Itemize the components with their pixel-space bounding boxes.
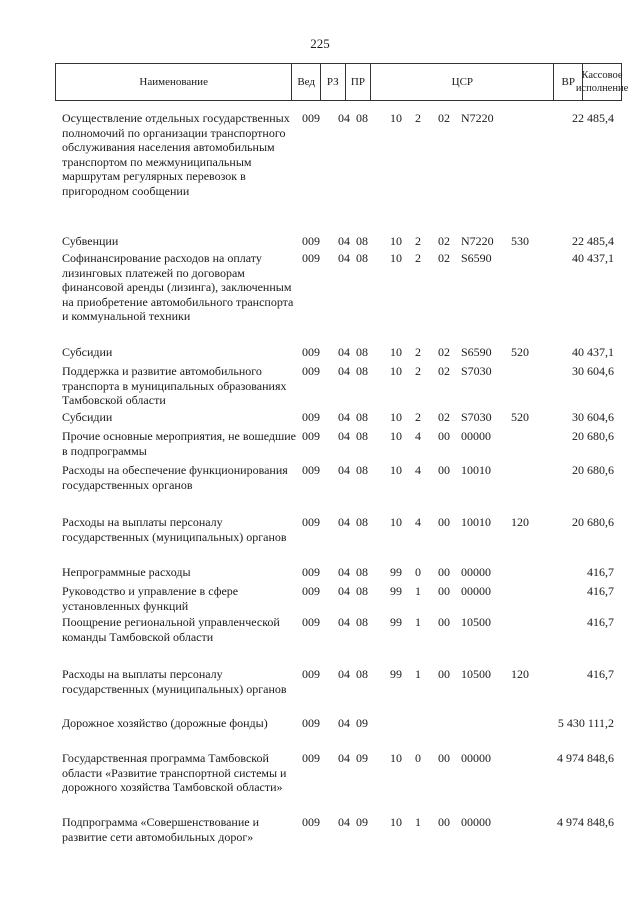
row-ved: 009 (302, 410, 320, 424)
row-sum: 416,7 (587, 584, 614, 598)
row-csr-program: 99 (390, 584, 402, 598)
row-ved: 009 (302, 615, 320, 629)
row-sum: 20 680,6 (572, 515, 614, 529)
row-csr-direction: 00000 (461, 584, 491, 598)
row-ved: 009 (302, 751, 320, 765)
row-csr-program: 10 (390, 345, 402, 359)
row-ved: 009 (302, 364, 320, 378)
row-pr: 09 (356, 751, 368, 765)
row-pr: 08 (356, 410, 368, 424)
header-sum: Кассовое исполнение (575, 70, 629, 94)
row-csr-program: 10 (390, 815, 402, 829)
row-csr-program: 10 (390, 515, 402, 529)
row-ved: 009 (302, 515, 320, 529)
row-name: Дорожное хозяйство (дорожные фонды) (62, 716, 268, 730)
header-rz: РЗ (321, 64, 346, 100)
row-csr-event: 00 (438, 615, 450, 629)
row-csr-direction: 10010 (461, 515, 491, 529)
row-ved: 009 (302, 251, 320, 265)
row-csr-event: 00 (438, 463, 450, 477)
row-csr-direction: 00000 (461, 751, 491, 765)
header-vr: ВР (554, 64, 583, 100)
row-rz: 04 (338, 615, 350, 629)
row-pr: 08 (356, 515, 368, 529)
row-csr-direction: N7220 (461, 111, 494, 125)
row-csr-subprogram: 4 (415, 463, 421, 477)
row-pr: 09 (356, 716, 368, 730)
row-rz: 04 (338, 364, 350, 378)
row-csr-event: 00 (438, 515, 450, 529)
row-csr-direction: 00000 (461, 565, 491, 579)
row-csr-subprogram: 4 (415, 515, 421, 529)
row-csr-subprogram: 2 (415, 364, 421, 378)
row-name: Непрограммные расходы (62, 565, 191, 579)
row-rz: 04 (338, 251, 350, 265)
row-csr-subprogram: 0 (415, 565, 421, 579)
row-name: Руководство и управление в сфере установленных функций (62, 584, 239, 613)
row-rz: 04 (338, 565, 350, 579)
row-csr-subprogram: 4 (415, 429, 421, 443)
row-csr-subprogram: 2 (415, 111, 421, 125)
row-pr: 08 (356, 251, 368, 265)
row-pr: 08 (356, 364, 368, 378)
row-csr-direction: 10010 (461, 463, 491, 477)
header-pr: ПР (346, 64, 372, 100)
row-ved: 009 (302, 667, 320, 681)
row-csr-event: 02 (438, 364, 450, 378)
header-ved: Вед (292, 64, 321, 100)
row-ved: 009 (302, 111, 320, 125)
row-csr-event: 02 (438, 251, 450, 265)
row-rz: 04 (338, 515, 350, 529)
row-rz: 04 (338, 584, 350, 598)
row-csr-direction: N7220 (461, 234, 494, 248)
row-sum: 30 604,6 (572, 410, 614, 424)
row-csr-subprogram: 1 (415, 615, 421, 629)
row-csr-subprogram: 2 (415, 234, 421, 248)
row-rz: 04 (338, 667, 350, 681)
row-sum: 5 430 111,2 (557, 716, 614, 730)
row-csr-event: 02 (438, 234, 450, 248)
row-ved: 009 (302, 463, 320, 477)
row-csr-program: 99 (390, 565, 402, 579)
row-ved: 009 (302, 345, 320, 359)
row-pr: 08 (356, 463, 368, 477)
row-sum: 20 680,6 (572, 463, 614, 477)
row-name: Расходы на обеспечение функционирования государственных органов (62, 463, 288, 492)
row-name: Подпрограмма «Совершенствование и развитие сети автомобильных дорог» (62, 815, 260, 844)
row-rz: 04 (338, 716, 350, 730)
row-csr-program: 10 (390, 429, 402, 443)
row-csr-program: 10 (390, 751, 402, 765)
row-name: Прочие основные мероприятия, не вошедшие в подпрограммы (62, 429, 296, 458)
row-pr: 08 (356, 615, 368, 629)
row-sum: 22 485,4 (572, 111, 614, 125)
row-pr: 08 (356, 345, 368, 359)
row-name: Государственная программа Тамбовской области «Развитие транспортной системы и дорожного хозяйства Тамбовской области» (62, 751, 287, 794)
row-csr-event: 00 (438, 565, 450, 579)
row-csr-direction: 10500 (461, 667, 491, 681)
row-ved: 009 (302, 429, 320, 443)
row-csr-event: 00 (438, 815, 450, 829)
row-ved: 009 (302, 565, 320, 579)
row-ved: 009 (302, 815, 320, 829)
row-csr-subprogram: 1 (415, 667, 421, 681)
row-csr-event: 00 (438, 667, 450, 681)
row-csr-program: 99 (390, 667, 402, 681)
row-rz: 04 (338, 111, 350, 125)
row-rz: 04 (338, 410, 350, 424)
row-csr-event: 02 (438, 410, 450, 424)
row-name: Субсидии (62, 410, 113, 424)
row-csr-subprogram: 1 (415, 815, 421, 829)
row-csr-event: 00 (438, 429, 450, 443)
row-sum: 4 974 848,6 (557, 815, 614, 829)
row-vr: 530 (511, 234, 529, 248)
row-name: Софинансирование расходов на оплату лизинговых платежей по договорам финансовой аренды (лизинга), заключенным на приобретение автомобильного транспорта и коммунальной техники (62, 251, 294, 323)
row-rz: 04 (338, 429, 350, 443)
row-csr-event: 00 (438, 584, 450, 598)
row-csr-direction: 00000 (461, 815, 491, 829)
row-name: Поддержка и развитие автомобильного транспорта в муниципальных образованиях Тамбовской области (62, 364, 287, 407)
row-rz: 04 (338, 234, 350, 248)
row-csr-event: 02 (438, 345, 450, 359)
row-ved: 009 (302, 716, 320, 730)
row-ved: 009 (302, 234, 320, 248)
row-sum: 416,7 (587, 615, 614, 629)
row-rz: 04 (338, 463, 350, 477)
row-name: Осуществление отдельных государственных полномочий по организации транспортного обслуживания населения автомобильным транспортом по межмуниципальным маршрутам регулярных перевозок в пригородном сообщении (62, 111, 290, 198)
row-sum: 22 485,4 (572, 234, 614, 248)
row-pr: 08 (356, 111, 368, 125)
row-ved: 009 (302, 584, 320, 598)
row-csr-program: 10 (390, 463, 402, 477)
row-csr-program: 10 (390, 410, 402, 424)
row-csr-program: 10 (390, 111, 402, 125)
row-csr-event: 02 (438, 111, 450, 125)
row-pr: 08 (356, 234, 368, 248)
page-number: 225 (310, 36, 330, 51)
row-sum: 416,7 (587, 667, 614, 681)
row-vr: 120 (511, 667, 529, 681)
row-csr-program: 10 (390, 251, 402, 265)
row-csr-direction: 10500 (461, 615, 491, 629)
row-pr: 08 (356, 584, 368, 598)
row-pr: 08 (356, 667, 368, 681)
row-pr: 08 (356, 565, 368, 579)
row-name: Субсидии (62, 345, 113, 359)
row-vr: 120 (511, 515, 529, 529)
row-csr-subprogram: 0 (415, 751, 421, 765)
row-name: Субвенции (62, 234, 119, 248)
row-name: Расходы на выплаты персоналу государственных (муниципальных) органов (62, 667, 287, 696)
header-csr: ЦСР (371, 64, 554, 100)
row-rz: 04 (338, 815, 350, 829)
row-sum: 20 680,6 (572, 429, 614, 443)
row-csr-subprogram: 1 (415, 584, 421, 598)
row-csr-event: 00 (438, 751, 450, 765)
header-name: Наименование (56, 64, 292, 100)
row-csr-subprogram: 2 (415, 345, 421, 359)
row-rz: 04 (338, 751, 350, 765)
row-vr: 520 (511, 410, 529, 424)
row-sum: 30 604,6 (572, 364, 614, 378)
row-csr-direction: S6590 (461, 251, 492, 265)
row-pr: 09 (356, 815, 368, 829)
budget-table (55, 63, 629, 844)
row-csr-direction: S6590 (461, 345, 492, 359)
row-csr-direction: S7030 (461, 410, 492, 424)
row-name: Поощрение региональной управленческой команды Тамбовской области (62, 615, 280, 644)
row-csr-subprogram: 2 (415, 251, 421, 265)
row-rz: 04 (338, 345, 350, 359)
row-name: Расходы на выплаты персоналу государственных (муниципальных) органов (62, 515, 287, 544)
row-csr-direction: S7030 (461, 364, 492, 378)
row-csr-program: 10 (390, 234, 402, 248)
row-csr-program: 99 (390, 615, 402, 629)
row-csr-direction: 00000 (461, 429, 491, 443)
row-vr: 520 (511, 345, 529, 359)
row-pr: 08 (356, 429, 368, 443)
table-header (55, 63, 629, 101)
row-sum: 40 437,1 (572, 251, 614, 265)
row-csr-subprogram: 2 (415, 410, 421, 424)
row-sum: 40 437,1 (572, 345, 614, 359)
row-sum: 416,7 (587, 565, 614, 579)
row-csr-program: 10 (390, 364, 402, 378)
row-sum: 4 974 848,6 (557, 751, 614, 765)
